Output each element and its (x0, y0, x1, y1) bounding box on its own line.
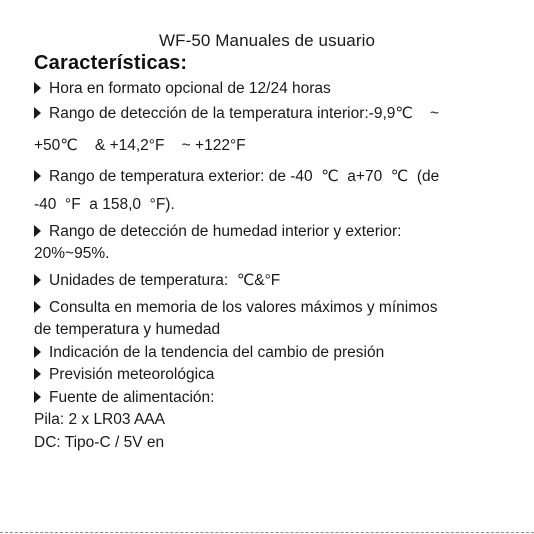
feature-line-5: Unidades de temperatura: ℃&°F (34, 271, 280, 290)
bullet-triangle-icon (34, 107, 41, 119)
page-title: WF-50 Manuales de usuario (158, 31, 376, 50)
bullet-triangle-icon (34, 274, 41, 286)
bullet-triangle-icon (34, 225, 41, 237)
bullet-triangle-icon (34, 301, 41, 313)
feature-line-3: Rango de temperatura exterior: de -40 ℃ a+70 ℃ (de (34, 167, 439, 186)
feature-line-1: Hora en formato opcional de 12/24 horas (34, 80, 331, 98)
bullet-triangle-icon (34, 82, 41, 94)
bullet-triangle-icon (34, 391, 41, 403)
feature-line-4: Rango de detección de humedad interior y exterior: (34, 223, 401, 241)
feature-line-3-continued: -40 °F a 158,0 °F). (34, 196, 175, 213)
feature-line-7: Indicación de la tendencia del cambio de presión (34, 344, 384, 362)
feature-line-2-continued: +50℃ & +14,2°F ~ +122°F (34, 137, 246, 154)
feature-line-4-continued: 20%~95%. (34, 245, 110, 262)
feature-line-9: Fuente de alimentación: (34, 389, 214, 407)
feature-line-8: Previsión meteorológica (34, 366, 214, 384)
section-heading: Características: (34, 52, 188, 74)
bullet-triangle-icon (34, 170, 41, 182)
bullet-triangle-icon (34, 346, 41, 358)
bullet-triangle-icon (34, 368, 41, 380)
power-dc-line: DC: Tipo-C / 5V en (34, 434, 165, 451)
feature-line-2: Rango de detección de la temperatura interior:-9,9℃ ~ (34, 104, 439, 123)
power-battery-line: Pila: 2 x LR03 AAA (34, 411, 165, 428)
feature-line-6-continued: de temperatura y humedad (34, 321, 221, 338)
feature-line-6: Consulta en memoria de los valores máximos y mínimos (34, 299, 438, 317)
